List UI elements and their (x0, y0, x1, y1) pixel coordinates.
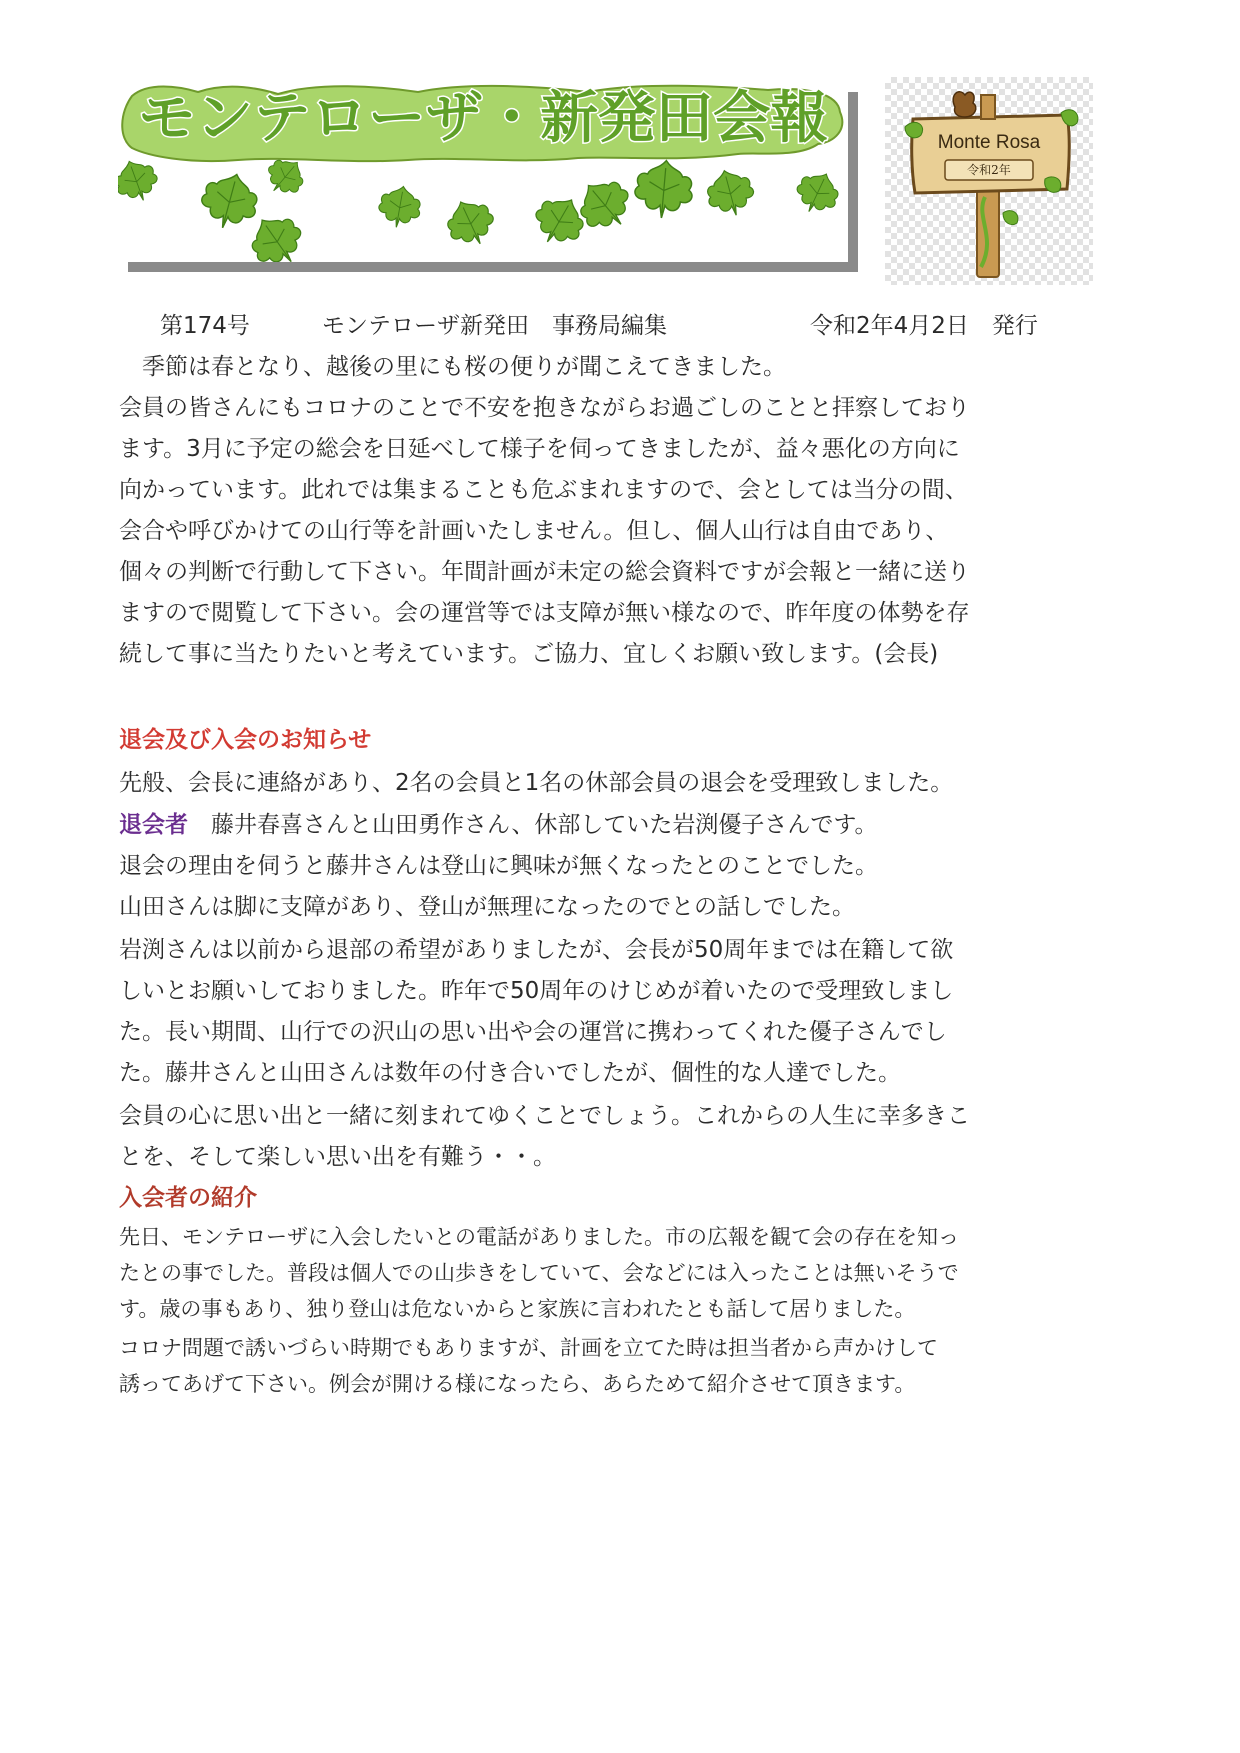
withdrawal-line: とを、そして楽しい思い出を有難う・・。 (119, 1144, 556, 1170)
banner-title: モンテローザ・新発田会報 (138, 86, 828, 151)
new-member-line: 先日、モンテローザに入会したいとの電話がありました。市の広報を観て会の存在を知っ (119, 1225, 959, 1249)
withdrawal-line: 山田さんは脚に支障があり、登山が無理になったのでとの話しでした。 (119, 894, 855, 920)
greeting-line: 続して事に当たりたいと考えています。ご協力、宜しくお願い致します。(会長) (119, 641, 939, 667)
issue-editor: モンテローザ新発田 事務局編集 (322, 313, 667, 339)
logo-name: Monte Rosa (937, 132, 1041, 153)
monte-rosa-logo (885, 77, 1093, 285)
logo-year: 令和2年 (967, 163, 1011, 177)
greeting-line: 会合や呼びかけての山行等を計画いたしません。但し、個人山行は自由であり、 (119, 518, 949, 544)
withdrawal-heading: 退会及び入会のお知らせ (119, 727, 372, 753)
banner-panel (118, 82, 848, 262)
withdrawal-intro: 先般、会長に連絡があり、2名の会員と1名の休部会員の退会を受理致しました。 (119, 770, 954, 796)
new-member-line: コロナ問題で誘いづらい時期でもありますが、計画を立てた時は担当者から声かけして (119, 1336, 938, 1360)
withdrawal-line: しいとお願いしておりました。昨年で50周年のけじめが着いたので受理致しまし (119, 978, 954, 1004)
new-member-line: す。歳の事もあり、独り登山は危ないからと家族に言われたとも話して居りました。 (119, 1297, 916, 1321)
greeting-line: ますので閲覧して下さい。会の運営等では支障が無い様なので、昨年度の体勢を存 (119, 600, 970, 626)
withdrawal-line: 退会の理由を伺うと藤井さんは登山に興味が無くなったとのことでした。 (119, 853, 878, 879)
withdrawal-line: 岩渕さんは以前から退部の希望がありましたが、会長が50周年までは在籍して欲 (119, 937, 954, 963)
signpost-icon (885, 77, 1093, 285)
withdrawal-members-label: 退会者 (119, 812, 188, 838)
greeting-line: 季節は春となり、越後の里にも桜の便りが聞こえてきました。 (119, 354, 786, 380)
newsletter-banner (118, 82, 858, 272)
withdrawal-line: た。長い期間、山行での沢山の思い出や会の運営に携わってくれた優子さんでし (119, 1019, 947, 1045)
greeting-line: 会員の皆さんにもコロナのことで不安を抱きながらお過ごしのことと拝察しており (119, 395, 970, 421)
withdrawal-members-text: 藤井春喜さんと山田勇作さん、休部していた岩渕優子さんです。 (188, 812, 878, 838)
greeting-line: 向かっています。此れでは集まることも危ぶまれますので、会としては当分の間、 (119, 477, 968, 503)
withdrawal-line: た。藤井さんと山田さんは数年の付き合いでしたが、個性的な人達でした。 (119, 1060, 901, 1086)
new-member-line: たとの事でした。普段は個人での山歩きをしていて、会などには入ったことは無いそうで (119, 1261, 959, 1285)
new-member-heading: 入会者の紹介 (119, 1185, 257, 1211)
withdrawal-members (119, 810, 878, 840)
greeting-line: ます。3月に予定の総会を日延べして様子を伺ってきましたが、益々悪化の方向に (119, 436, 960, 462)
new-member-line: 誘ってあげて下さい。例会が開ける様になったら、あらためて紹介させて頂きます。 (119, 1372, 916, 1396)
issue-number: 第174号 (160, 313, 250, 339)
withdrawal-line: 会員の心に思い出と一緒に刻まれてゆくことでしょう。これからの人生に幸多きこ (119, 1103, 970, 1129)
greeting-line: 個々の判断で行動して下さい。年間計画が未定の総会資料ですが会報と一緒に送り (119, 559, 970, 585)
leaf-decoration (118, 82, 848, 262)
issue-date: 令和2年4月2日 発行 (810, 313, 1038, 339)
